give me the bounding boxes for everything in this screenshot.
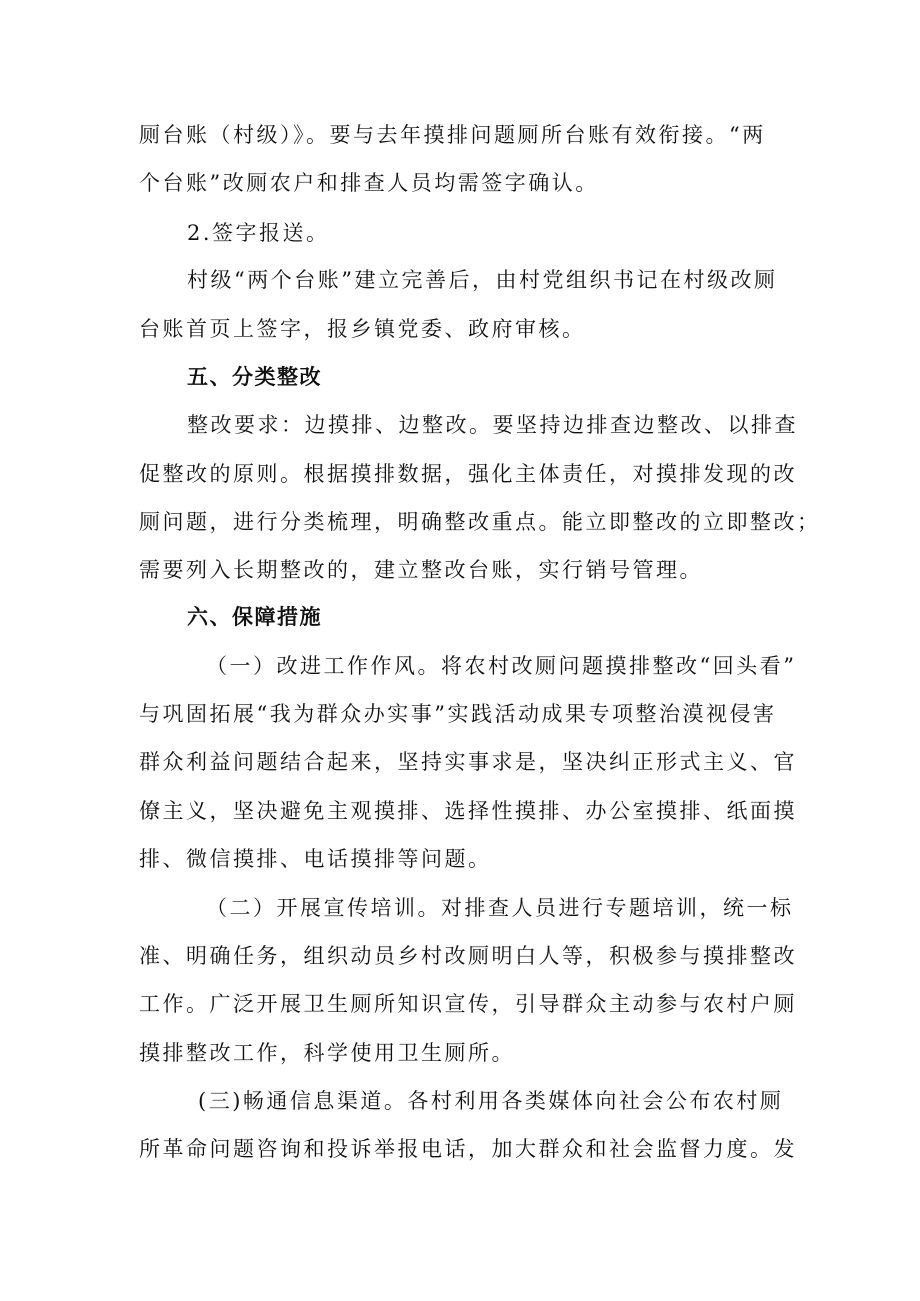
section-heading-5: 五、分类整改: [187, 365, 322, 389]
paragraph-line: 促整改的原则。根据摸排数据，强化主体责任，对摸排发现的改: [139, 462, 797, 486]
paragraph-line: 群众利益问题结合起来，坚持实事求是，坚决纠正形式主义、官: [139, 750, 797, 774]
paragraph-line: （一）改进工作作风。将农村改厕问题摸排整改“回头看”: [206, 654, 797, 678]
paragraph-line: 排、微信摸排、电话摸排等问题。: [139, 847, 492, 871]
paragraph-line: 所革命问题咨询和投诉举报电话，加大群众和社会监督力度。发: [139, 1137, 797, 1161]
paragraph-line: 厕问题，进行分类梳理，明确整改重点。能立即整改的立即整改；: [139, 510, 821, 534]
paragraph-line: 个台账”改厕农户和排查人员均需签字确认。: [139, 171, 599, 195]
paragraph-line: 厕台账（村级）》。要与去年摸排问题厕所台账有效衔接。“两: [139, 123, 766, 147]
paragraph-line: 台账首页上签字，报乡镇党委、政府审核。: [139, 317, 586, 341]
paragraph-line: (三)畅通信息渠道。各村利用各类媒体向社会公布农村厕: [198, 1089, 784, 1113]
paragraph-line: 需要列入长期整改的，建立整改台账，实行销号管理。: [139, 558, 703, 582]
section-heading-6: 六、保障措施: [187, 605, 322, 629]
paragraph-line: 整改要求：边摸排、边整改。要坚持边排查边整改、以排查: [187, 413, 798, 437]
paragraph-line: 工作。广泛开展卫生厕所知识宣传，引导群众主动参与农村户厕: [139, 992, 797, 1016]
paragraph-line: 僚主义，坚决避免主观摸排、选择性摸排、办公室摸排、纸面摸: [139, 799, 797, 823]
paragraph-line: （二）开展宣传培训。对排查人员进行专题培训，统一标: [206, 896, 794, 920]
paragraph-line: 摸排整改工作，科学使用卫生厕所。: [139, 1041, 515, 1065]
paragraph-line: 与巩固拓展“我为群众办实事”实践活动成果专项整治漠视侵害: [139, 702, 777, 726]
paragraph-line: 村级“两个台账”建立完善后，由村党组织书记在村级改厕: [187, 268, 778, 292]
sub-item-title: 2.签字报送。: [187, 221, 330, 245]
paragraph-line: 准、明确任务，组织动员乡村改厕明白人等，积极参与摸排整改: [139, 944, 797, 968]
